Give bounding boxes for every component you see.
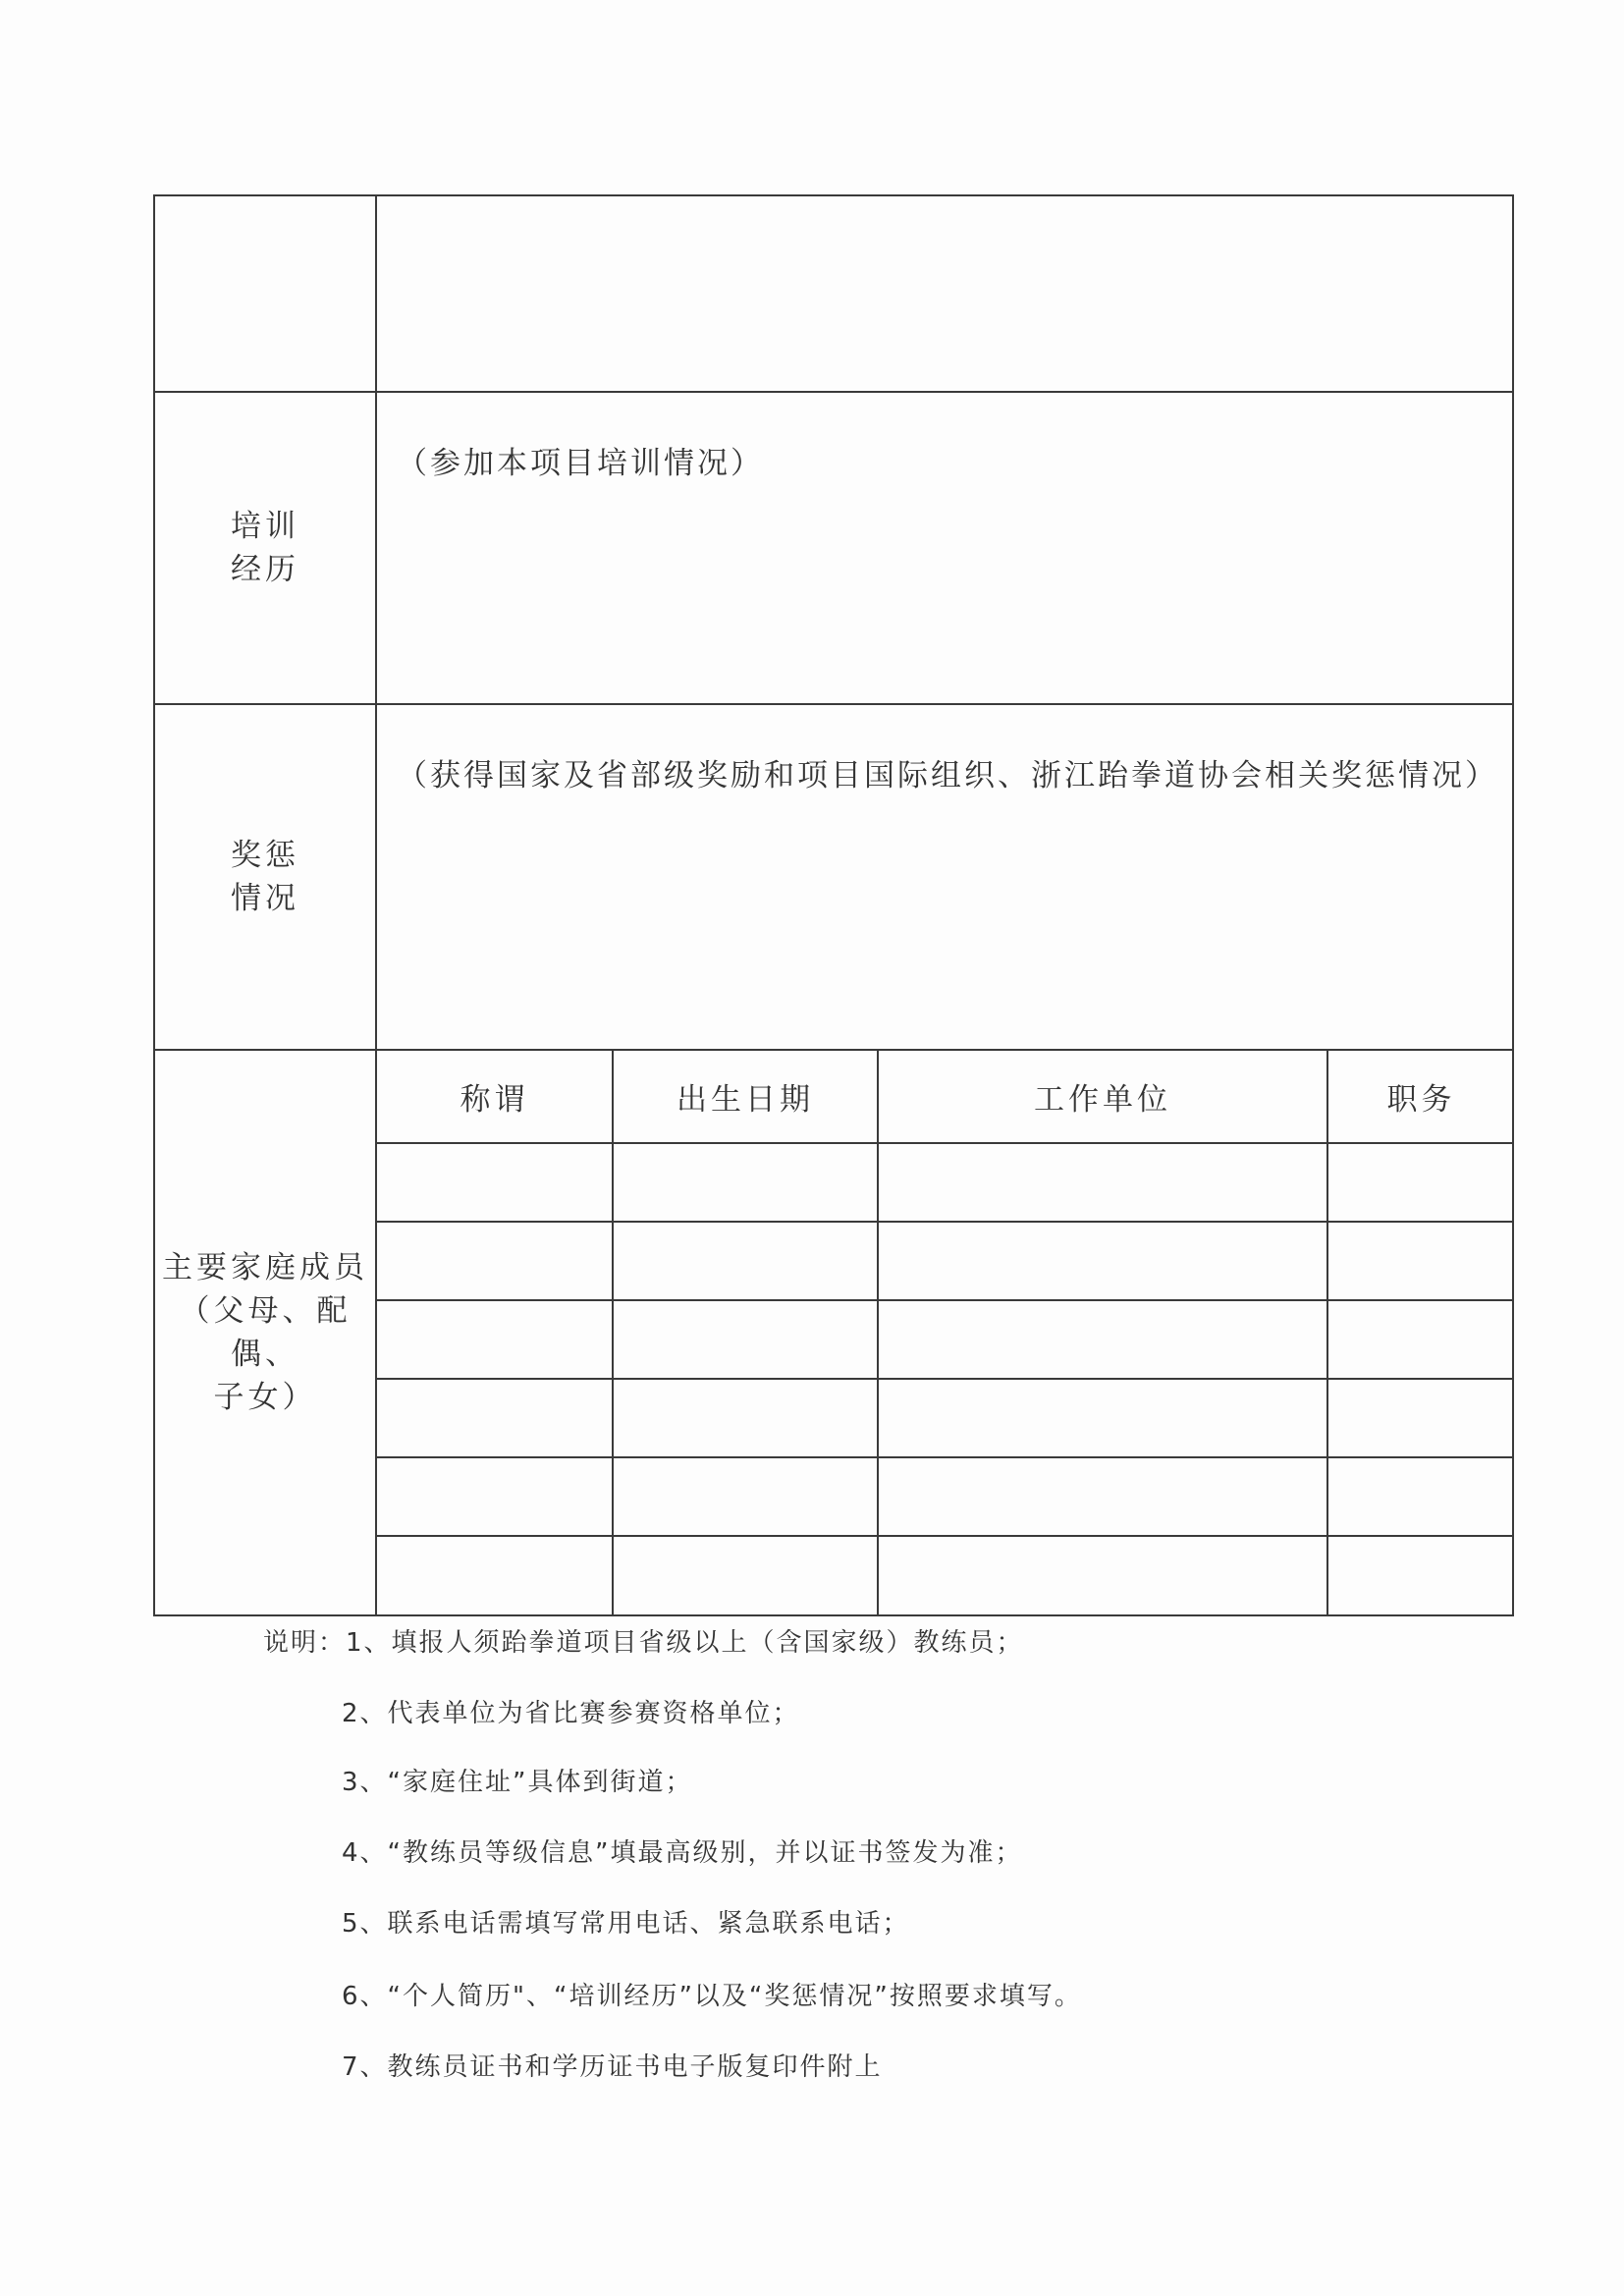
awards-label-line2: 情况	[231, 881, 299, 916]
family-cell[interactable]	[613, 1143, 878, 1222]
family-header-row	[377, 1051, 1514, 1143]
family-row-4	[377, 1379, 1514, 1457]
family-cell[interactable]	[878, 1379, 1327, 1457]
awards-label	[154, 704, 376, 1050]
training-label	[154, 392, 376, 704]
family-row-2	[377, 1222, 1514, 1300]
family-table-cell	[376, 1050, 1513, 1615]
continuation-label-cell	[154, 195, 376, 392]
family-cell[interactable]	[613, 1222, 878, 1300]
training-row	[154, 392, 1513, 704]
family-cell[interactable]	[377, 1143, 613, 1222]
family-cell[interactable]	[377, 1536, 613, 1614]
training-content-cell[interactable]	[376, 392, 1513, 704]
family-header-birthdate: 出生日期	[613, 1051, 878, 1143]
family-cell[interactable]	[878, 1536, 1327, 1614]
family-row-3	[377, 1300, 1514, 1379]
note-item-7	[342, 2047, 883, 2083]
note-item-6	[342, 1976, 1082, 2012]
family-cell[interactable]	[613, 1536, 878, 1614]
family-cell[interactable]	[1327, 1379, 1514, 1457]
family-row-5	[377, 1457, 1514, 1536]
awards-row	[154, 704, 1513, 1050]
family-cell[interactable]	[377, 1379, 613, 1457]
family-cell[interactable]	[613, 1300, 878, 1379]
continuation-row	[154, 195, 1513, 392]
note-text: 1、填报人须跆拳道项目省级以上（含国家级）教练员；	[346, 1628, 1024, 1658]
note-text: 6、“个人简历"、“培训经历”以及“奖惩情况”按照要求填写。	[342, 1982, 1082, 2011]
family-cell[interactable]	[1327, 1457, 1514, 1536]
family-cell[interactable]	[878, 1457, 1327, 1536]
note-item-2	[342, 1693, 800, 1729]
continuation-content-cell[interactable]	[376, 195, 1513, 392]
family-cell[interactable]	[377, 1222, 613, 1300]
family-cell[interactable]	[1327, 1536, 1514, 1614]
note-text: 3、“家庭住址”具体到街道；	[342, 1768, 693, 1797]
family-cell[interactable]	[377, 1457, 613, 1536]
registration-form-table	[153, 194, 1514, 1616]
family-label-line3: 子女）	[213, 1380, 317, 1415]
note-text: 5、联系电话需填写常用电话、紧急联系电话；	[342, 1909, 910, 1939]
training-hint: （参加本项目培训情况）	[397, 446, 764, 481]
family-cell[interactable]	[613, 1457, 878, 1536]
family-header-workplace: 工作单位	[878, 1051, 1327, 1143]
note-item-4	[342, 1832, 1022, 1869]
family-row-1	[377, 1143, 1514, 1222]
family-header-relation: 称谓	[377, 1051, 613, 1143]
notes-prefix: 说明：	[263, 1628, 347, 1658]
family-cell[interactable]	[878, 1222, 1327, 1300]
family-cell[interactable]	[377, 1300, 613, 1379]
family-header-position: 职务	[1327, 1051, 1514, 1143]
note-item-1	[263, 1622, 1024, 1659]
note-text: 7、教练员证书和学历证书电子版复印件附上	[342, 2052, 883, 2082]
family-cell[interactable]	[878, 1143, 1327, 1222]
note-text: 4、“教练员等级信息”填最高级别，并以证书签发为准；	[342, 1838, 1023, 1868]
note-item-3	[342, 1762, 692, 1798]
family-cell[interactable]	[613, 1379, 878, 1457]
family-cell[interactable]	[1327, 1222, 1514, 1300]
family-label	[154, 1050, 376, 1615]
note-text: 2、代表单位为省比赛参赛资格单位；	[342, 1699, 800, 1728]
training-label-line1: 培训	[231, 509, 299, 544]
family-cell[interactable]	[1327, 1143, 1514, 1222]
family-members-table	[377, 1051, 1514, 1614]
family-label-line1: 主要家庭成员	[162, 1250, 368, 1285]
family-cell[interactable]	[878, 1300, 1327, 1379]
awards-content-cell[interactable]	[376, 704, 1513, 1050]
family-row-6	[377, 1536, 1514, 1614]
family-cell[interactable]	[1327, 1300, 1514, 1379]
family-label-line2: （父母、配偶、	[179, 1293, 352, 1372]
note-item-5	[342, 1903, 910, 1940]
family-row	[154, 1050, 1513, 1615]
training-label-line2: 经历	[231, 552, 299, 587]
awards-hint: （获得国家及省部级奖励和项目国际组织、浙江跆拳道协会相关奖惩情况）	[397, 758, 1498, 793]
awards-label-line1: 奖惩	[231, 838, 299, 873]
